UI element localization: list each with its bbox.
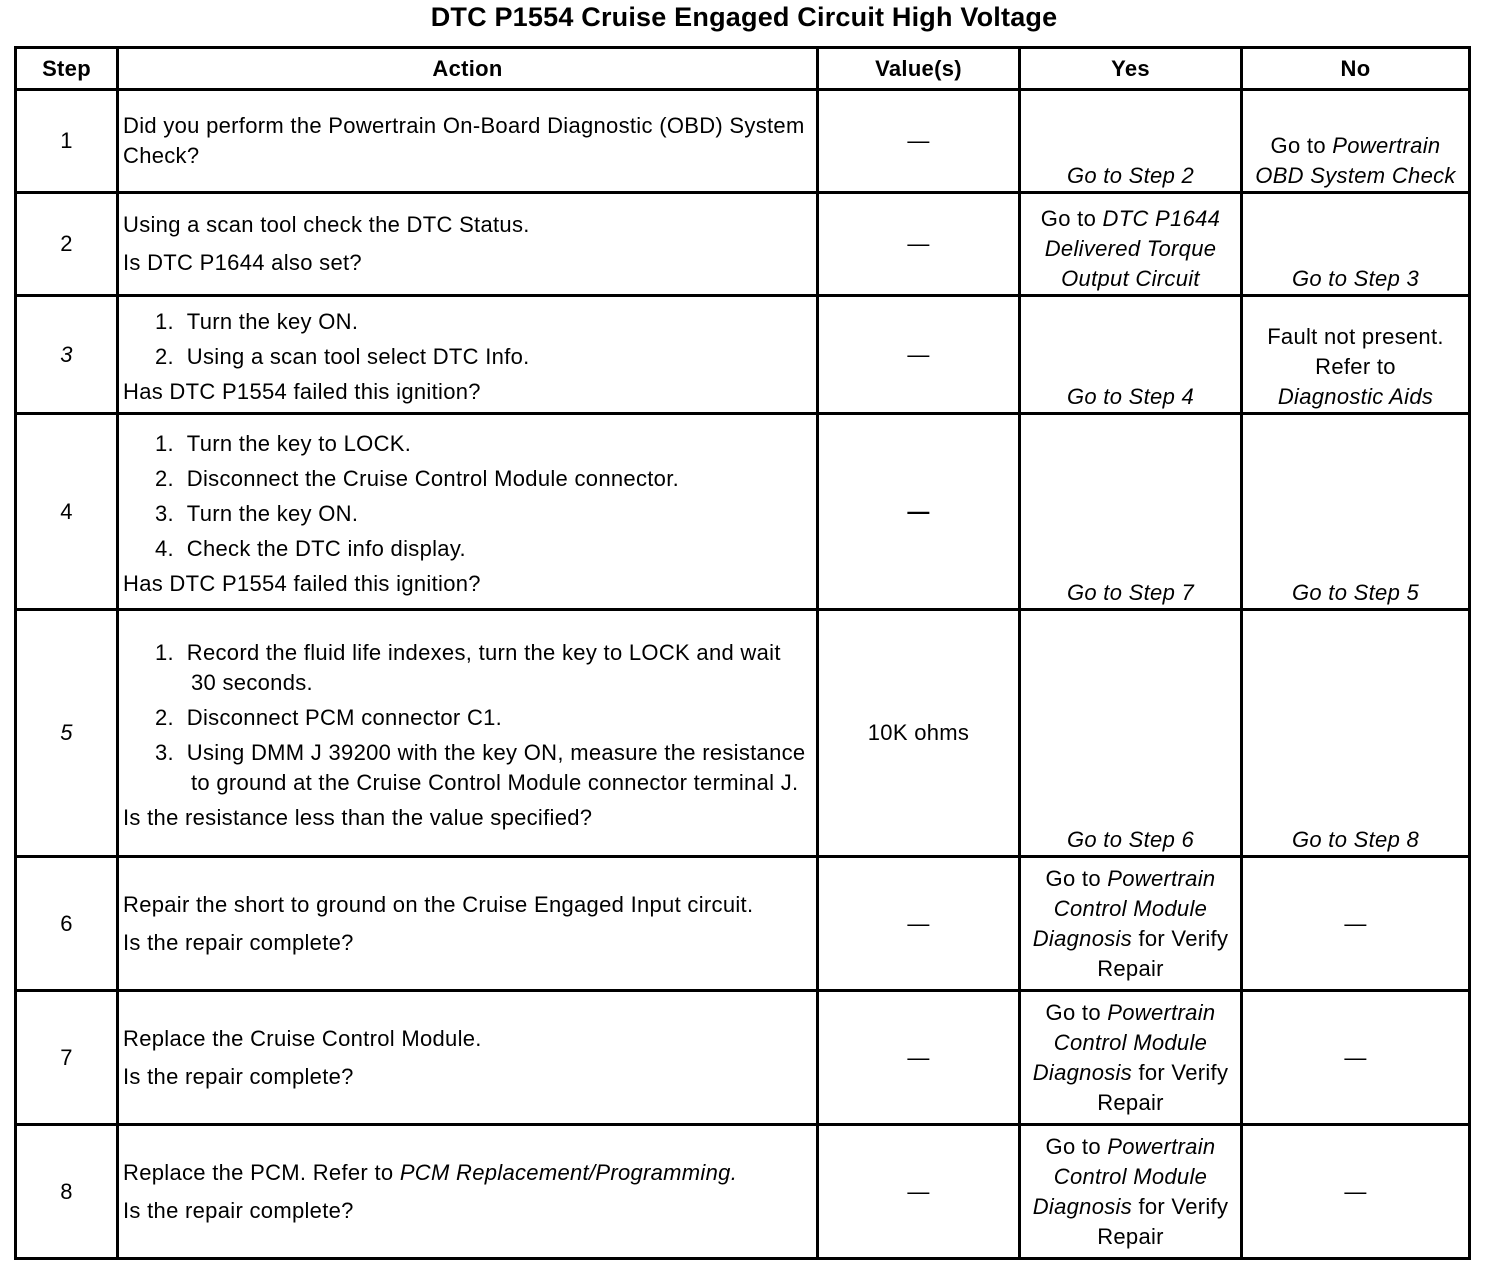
header-action: Action	[118, 48, 818, 90]
table-row	[16, 857, 1470, 991]
action-cell	[118, 610, 818, 857]
step-number: 2	[16, 193, 118, 296]
value-cell: —	[818, 193, 1020, 296]
yes-cell[interactable]: Go to Step 4	[1020, 296, 1242, 414]
action-cell	[118, 991, 818, 1125]
action-cell	[118, 1125, 818, 1259]
action-question: Has DTC P1554 failed this ignition?	[123, 570, 481, 596]
action-cell	[118, 857, 818, 991]
no-cell[interactable]	[1242, 90, 1470, 193]
header-yes: Yes	[1020, 48, 1242, 90]
step-number: 8	[16, 1125, 118, 1259]
no-cell[interactable]: Go to Step 5	[1242, 414, 1470, 610]
yes-link[interactable]: Powertrain Control Module Diagnosis	[1032, 1133, 1216, 1219]
action-text: Using a scan tool check the DTC Status.	[123, 212, 530, 237]
header-step: Step	[16, 48, 118, 90]
list-item: 1. Turn the key to LOCK.	[155, 430, 412, 456]
action-question: Is the repair complete?	[123, 1197, 354, 1223]
list-item: 3. Using DMM J 39200 with the key ON, measure the resistance to ground at the Cruise Control Module connector terminal J.	[155, 739, 806, 795]
yes-cell[interactable]	[1020, 991, 1242, 1125]
action-question: Is the repair complete?	[123, 929, 354, 955]
list-item: 1. Turn the key ON.	[155, 308, 359, 334]
yes-link[interactable]: Powertrain Control Module Diagnosis	[1032, 999, 1216, 1085]
action-question: Is the resistance less than the value specified?	[123, 804, 593, 830]
yes-suffix: for Verify Repair	[1097, 1059, 1229, 1115]
value-cell: —	[818, 414, 1020, 610]
action-cell	[118, 90, 818, 193]
action-link[interactable]: PCM Replacement/Programming.	[399, 1159, 738, 1185]
header-no: No	[1242, 48, 1470, 90]
yes-suffix: for Verify Repair	[1097, 925, 1229, 981]
no-text: Fault not present. Refer to	[1267, 324, 1444, 379]
action-steps	[123, 307, 812, 372]
step-number: 5	[16, 610, 118, 857]
action-text: Replace the Cruise Control Module.	[123, 1025, 482, 1051]
header-row	[16, 48, 1470, 90]
table-row	[16, 90, 1470, 193]
action-steps	[123, 638, 812, 798]
action-cell	[118, 296, 818, 414]
value-cell: —	[818, 991, 1020, 1125]
yes-suffix: for Verify Repair	[1097, 1193, 1229, 1249]
no-cell: —	[1242, 991, 1470, 1125]
step-number: 7	[16, 991, 118, 1125]
action-prefix: Replace the PCM. Refer to	[123, 1159, 400, 1185]
action-steps	[123, 429, 812, 564]
value-cell: —	[818, 857, 1020, 991]
yes-cell[interactable]	[1020, 857, 1242, 991]
action-question: Has DTC P1554 failed this ignition?	[123, 378, 481, 404]
header-values: Value(s)	[818, 48, 1020, 90]
value-cell: 10K ohms	[818, 610, 1020, 857]
step-number: 3	[16, 296, 118, 414]
no-prefix: Go to	[1270, 133, 1333, 158]
yes-cell[interactable]: Go to Step 6	[1020, 610, 1242, 857]
no-cell: —	[1242, 1125, 1470, 1259]
yes-prefix: Go to	[1040, 206, 1103, 231]
table-row	[16, 610, 1470, 857]
diagnostic-table	[14, 46, 1471, 1260]
table-row	[16, 193, 1470, 296]
list-item: 2. Using a scan tool select DTC Info.	[155, 343, 530, 369]
list-item: 2. Disconnect PCM connector C1.	[155, 704, 503, 730]
yes-cell[interactable]	[1020, 193, 1242, 296]
no-link[interactable]: Diagnostic Aids	[1277, 384, 1434, 409]
step-number: 6	[16, 857, 118, 991]
yes-cell[interactable]: Go to Step 7	[1020, 414, 1242, 610]
no-cell: —	[1242, 857, 1470, 991]
action-cell	[118, 414, 818, 610]
action-text: Did you perform the Powertrain On-Board Diagnostic (OBD) System Check?	[123, 113, 805, 168]
value-cell: —	[818, 90, 1020, 193]
yes-cell[interactable]	[1020, 1125, 1242, 1259]
value-cell: —	[818, 1125, 1020, 1259]
no-cell[interactable]: Go to Step 8	[1242, 610, 1470, 857]
action-text	[123, 1158, 812, 1188]
list-item: 1. Record the fluid life indexes, turn the key to LOCK and wait 30 seconds.	[155, 639, 781, 695]
table-row	[16, 296, 1470, 414]
list-item: 3. Turn the key ON.	[155, 500, 359, 526]
yes-cell[interactable]: Go to Step 2	[1020, 90, 1242, 193]
list-item: 2. Disconnect the Cruise Control Module connector.	[155, 465, 680, 491]
table-row	[16, 414, 1470, 610]
table-row	[16, 991, 1470, 1125]
value-cell: —	[818, 296, 1020, 414]
action-cell	[118, 193, 818, 296]
action-text: Repair the short to ground on the Cruise Engaged Input circuit.	[123, 891, 754, 917]
yes-prefix: Go to	[1045, 1133, 1108, 1159]
yes-prefix: Go to	[1045, 999, 1108, 1025]
no-cell[interactable]: Go to Step 3	[1242, 193, 1470, 296]
table-row	[16, 1125, 1470, 1259]
action-question: Is the repair complete?	[123, 1063, 354, 1089]
action-question: Is DTC P1644 also set?	[123, 250, 362, 275]
page-title: DTC P1554 Cruise Engaged Circuit High Voltage	[430, 2, 1058, 32]
yes-prefix: Go to	[1045, 865, 1108, 891]
list-item: 4. Check the DTC info display.	[155, 535, 466, 561]
step-number: 4	[16, 414, 118, 610]
yes-link[interactable]: Powertrain Control Module Diagnosis	[1032, 865, 1216, 951]
step-number: 1	[16, 90, 118, 193]
no-cell[interactable]	[1242, 296, 1470, 414]
no-link[interactable]: Powertrain OBD System Check	[1255, 133, 1456, 188]
yes-link[interactable]: DTC P1644 Delivered Torque Output Circuit	[1044, 206, 1221, 291]
